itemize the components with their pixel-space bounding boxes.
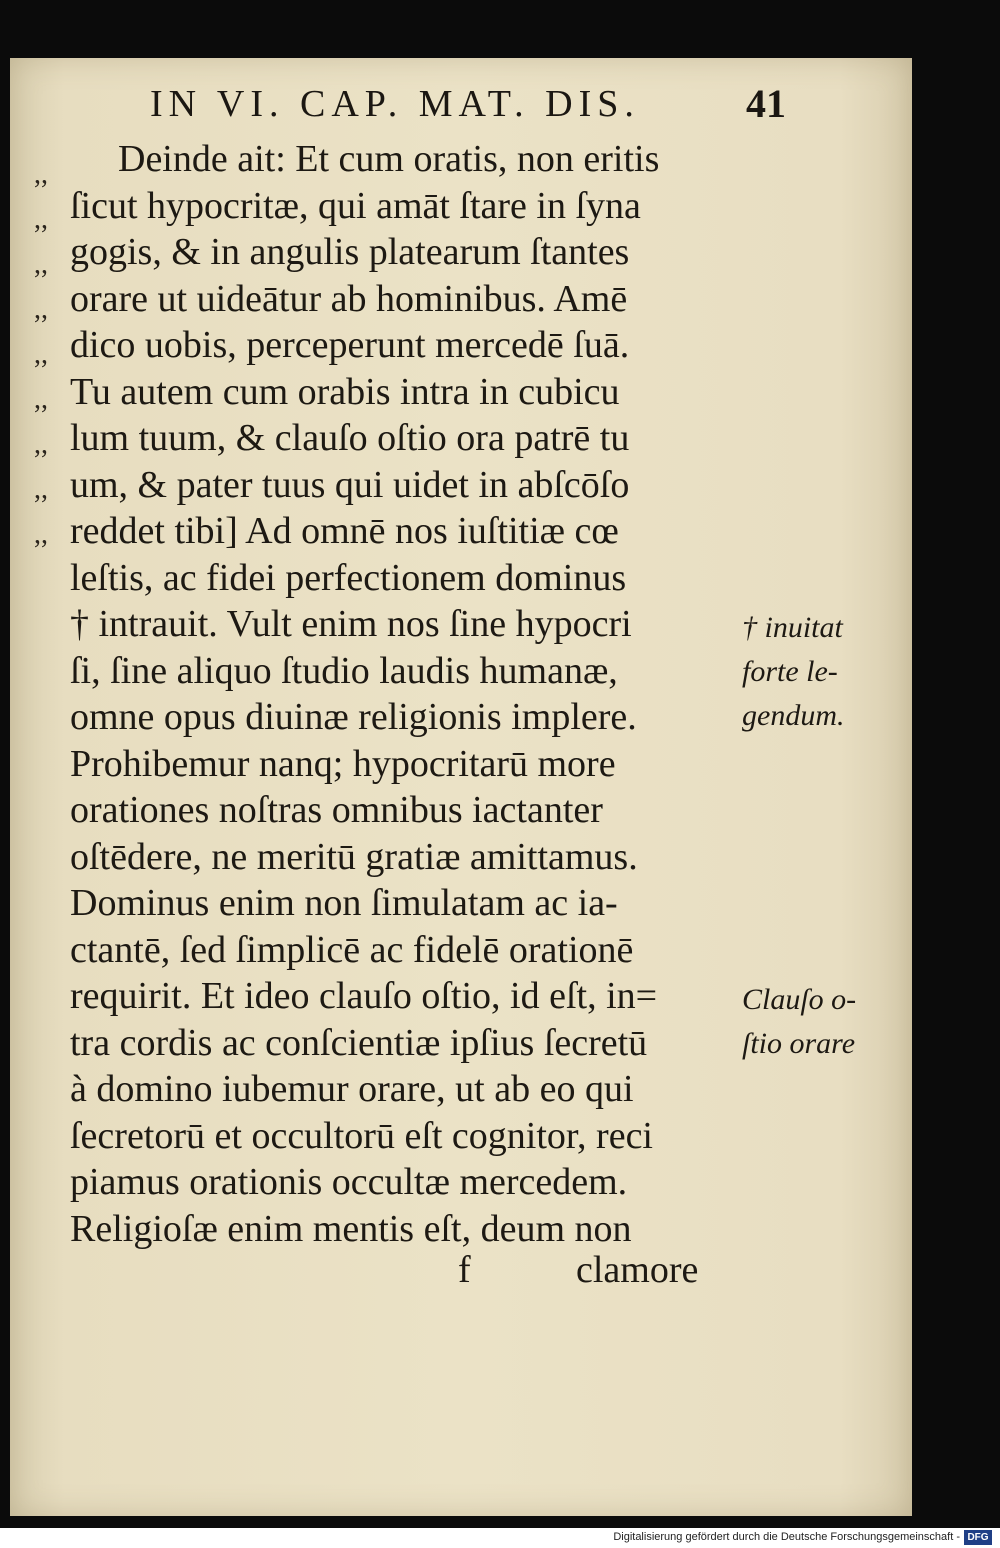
text-line: leſtis, ac fidei perfectionem dominus [70, 556, 627, 599]
margin-note-line: gendum. [742, 699, 845, 732]
quote-mark: ,, [34, 474, 48, 505]
text-line: Deinde ait: Et cum oratis, non eritis [118, 138, 660, 180]
text-line: Religioſæ enim mentis eſt, deum non [70, 1207, 632, 1250]
text-line: dico uobis, perceperunt mercedē ſuā. [70, 324, 630, 366]
text-line: reddet tibi] Ad omnē nos iuſtitiæ cœ [70, 510, 619, 552]
body-text [70, 136, 740, 1252]
dfg-logo-icon: DFG [964, 1530, 992, 1545]
quote-mark: ,, [34, 429, 48, 460]
margin-note [742, 978, 892, 1066]
text-line: Tu autem cum orabis intra in cubicu [70, 370, 620, 413]
text-line: ſicut hypocritæ, qui amāt ſtare in ſyna [70, 184, 641, 227]
text-line: ctantē, ſed ſimplicē ac fidelē orationē [70, 928, 634, 971]
text-line: orare ut uideātur ab hominibus. Amē [70, 277, 628, 320]
text-line: lum tuum, & clauſo oſtio ora patrē tu [70, 417, 630, 459]
margin-note-line: forte le- [742, 655, 838, 688]
quote-mark: ,, [34, 519, 48, 550]
text-line: gogis, & in angulis platearum ſtantes [70, 231, 630, 273]
signature-mark: f [458, 1249, 471, 1291]
catchword: clamore [576, 1249, 699, 1291]
text-line: piamus orationis occultæ mercedem. [70, 1161, 628, 1203]
text-line: um, & pater tuus qui uidet in abſcōſo [70, 463, 630, 506]
text-line: Dominus enim non ſimulatam ac ia- [70, 882, 618, 924]
quote-mark: ,, [34, 249, 48, 280]
text-line: ſi, ſine aliquo ſtudio laudis humanæ, [70, 649, 618, 692]
margin-note [742, 606, 892, 738]
text-line: Prohibemur nanq; hypocritarū more [70, 742, 616, 785]
text-line: à domino iubemur orare, ut ab eo qui [70, 1068, 634, 1110]
text-line: tra cordis ac conſcientiæ ipſius ſecretū [70, 1021, 648, 1064]
margin-note-line: † inuitat [742, 611, 843, 644]
funding-credit: Digitalisierung gefördert durch die Deutsche Forschungsgemeinschaft - [613, 1531, 960, 1543]
text-line: requirit. Et ideo clauſo oſtio, id eſt, in= [70, 975, 658, 1017]
margin-note-line: ſtio orare [742, 1027, 856, 1060]
quote-mark: ,, [34, 294, 48, 325]
quote-mark: ,, [34, 339, 48, 370]
folio-number: 41 [746, 81, 786, 126]
quote-mark: ,, [34, 204, 48, 235]
quote-mark: ,, [34, 159, 48, 190]
quote-mark: ,, [34, 384, 48, 415]
footer-bar [0, 1528, 1000, 1548]
quotation-marks-column [34, 152, 74, 557]
margin-note-line: Clauſo o- [742, 983, 857, 1016]
text-line: ſecretorū et occultorū eſt cognitor, reci [70, 1114, 653, 1157]
text-line: † intrauit. Vult enim nos ſine hypocri [70, 603, 632, 645]
text-line: orationes noſtras omnibus iactanter [70, 789, 603, 831]
text-line: omne opus diuinæ religionis implere. [70, 696, 637, 738]
text-line: oſtēdere, ne meritū gratiæ amittamus. [70, 835, 638, 878]
running-head: IN VI. CAP. MAT. DIS. [150, 83, 640, 125]
